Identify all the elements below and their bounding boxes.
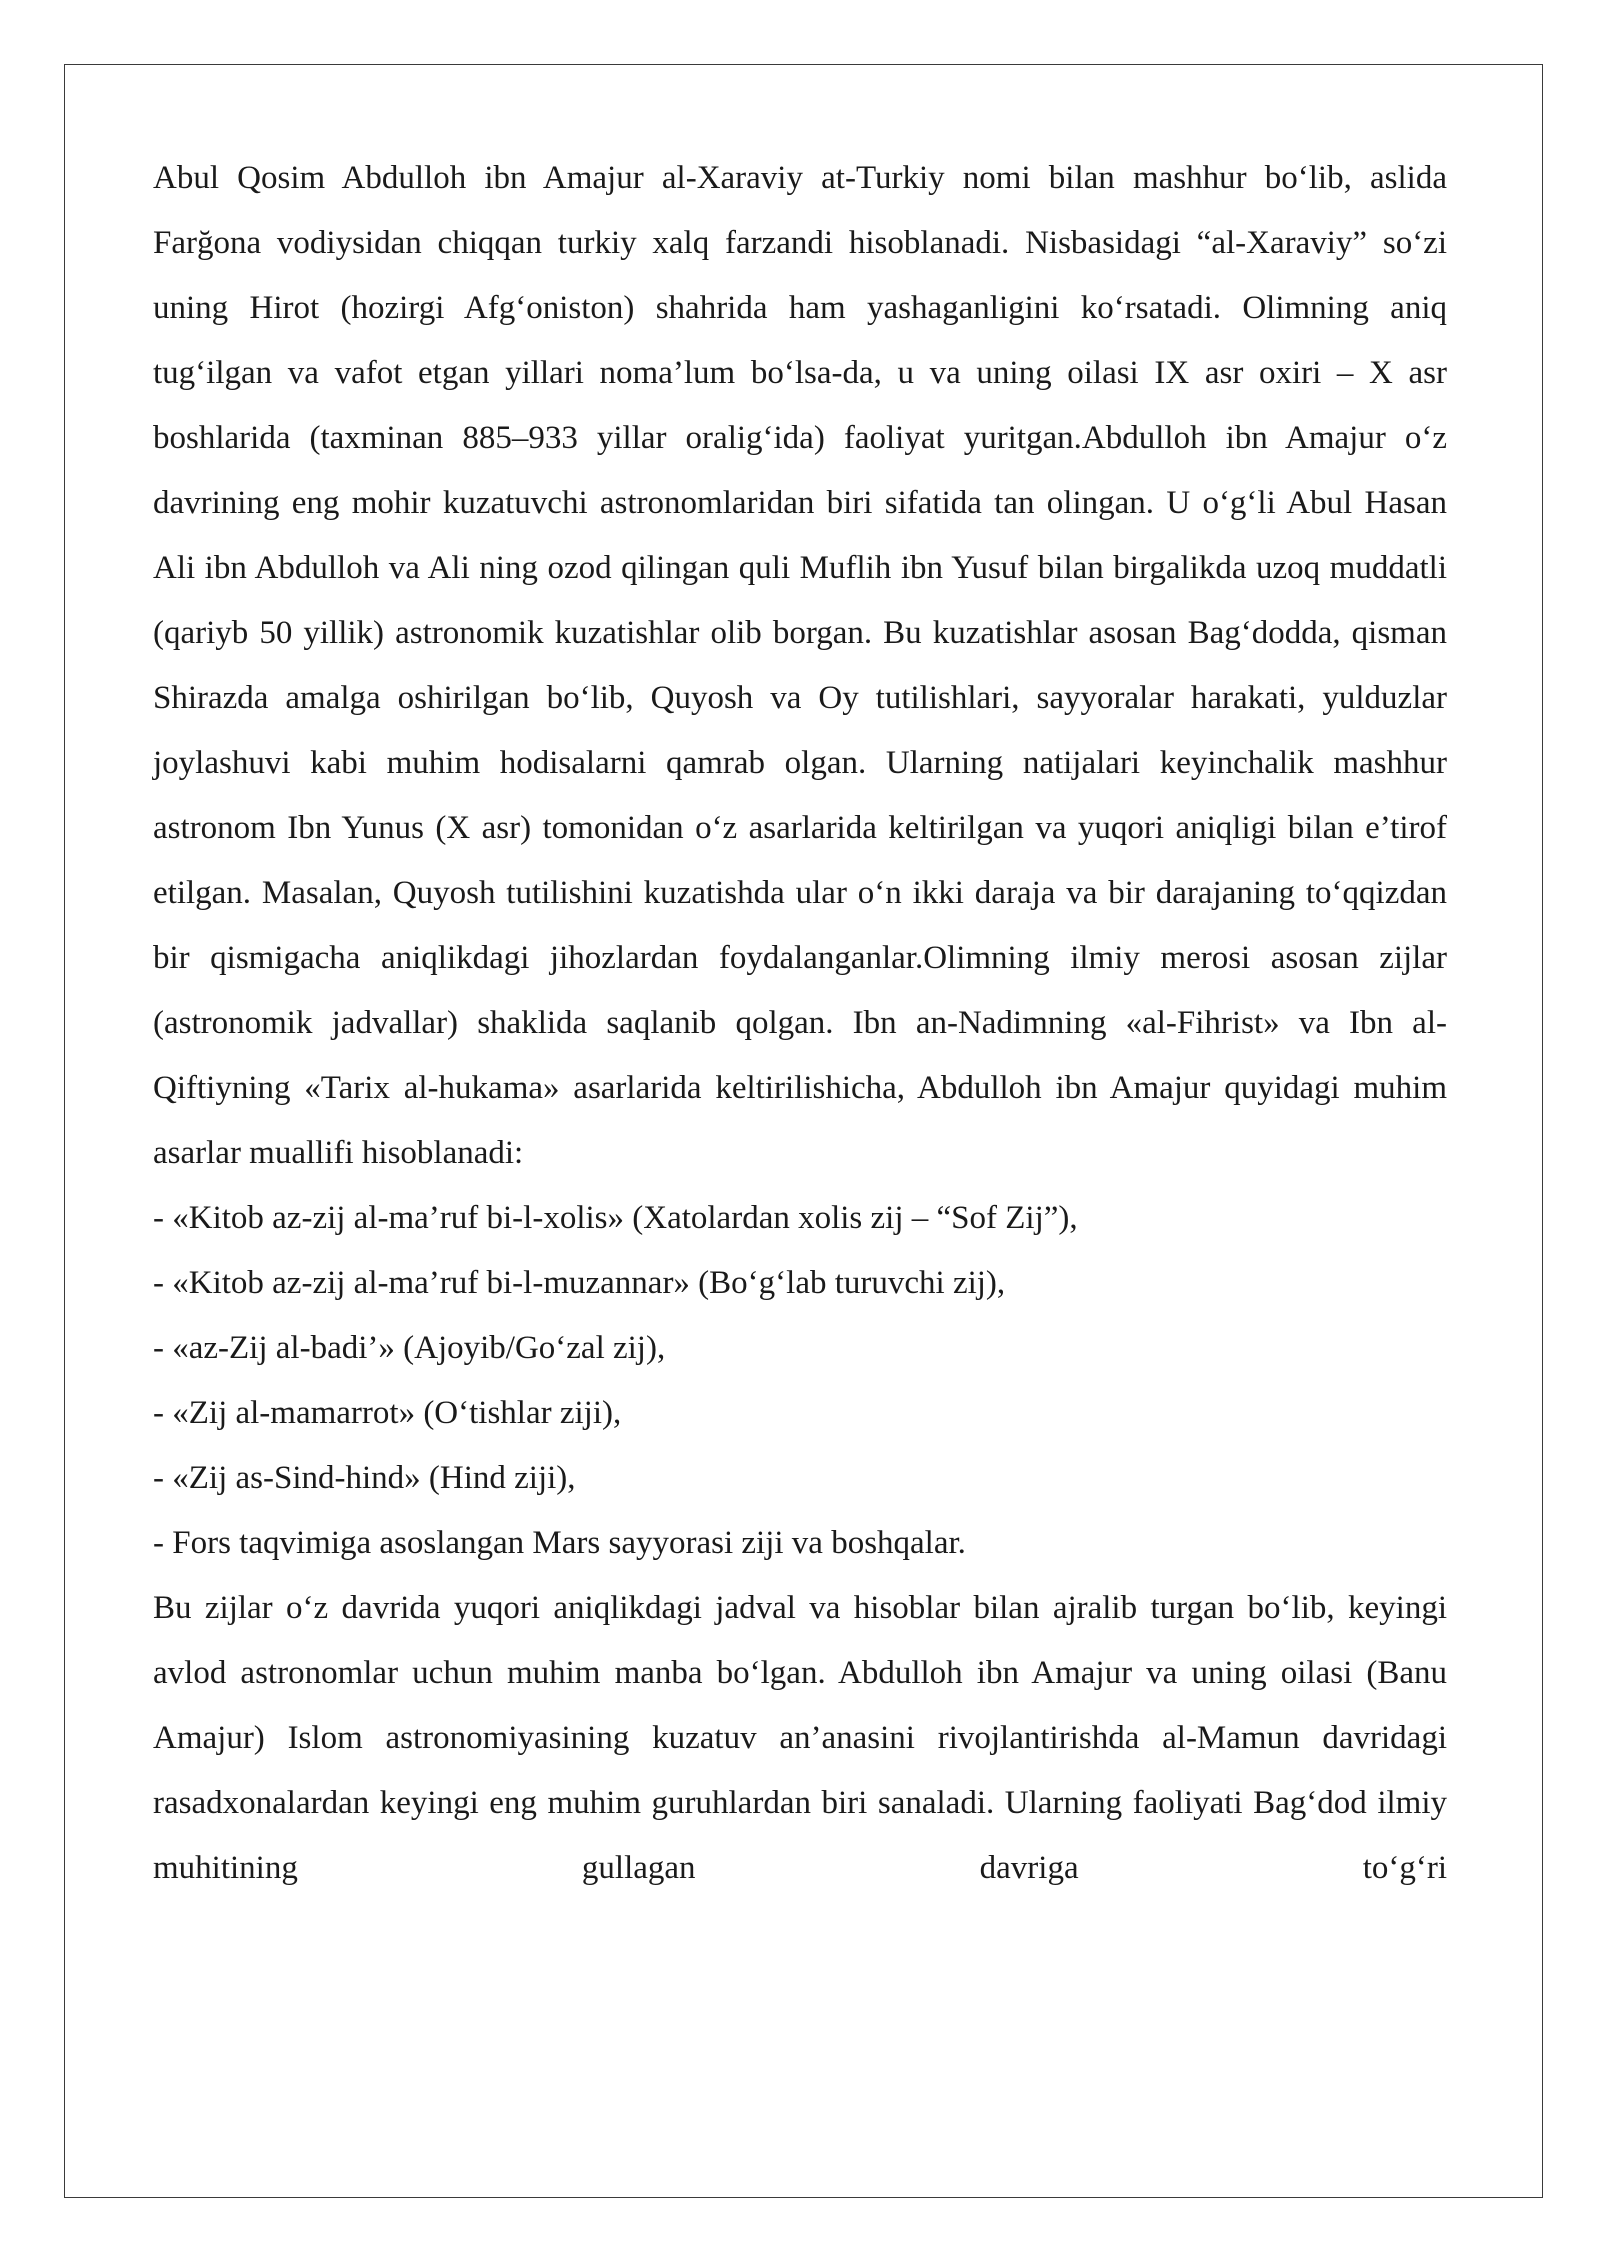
works-list bbox=[153, 1186, 1447, 1576]
paragraph-conclusion: Bu zijlar o‘z davrida yuqori aniqlikdagi jadval va hisoblar bilan ajralib turgan bo‘lib, keyingi avlod astronomlar uchun muhim manba bo‘lgan. Abdulloh ibn Amajur va uning oilasi (Banu Amajur) Islom astronomiyasining kuzatuv an’anasini rivojlantirishda al-Mamun davridagi rasadxonalardan keyingi eng muhim guruhlardan biri sanaladi. Ularning faoliyati Bag‘dod ilmiy muhitining gullagan davriga to‘g‘ri bbox=[153, 1590, 1447, 1886]
list-item: - «Kitob az-zij al-ma’ruf bi-l-muzannar» (Bo‘g‘lab turuvchi zij), bbox=[153, 1265, 1006, 1301]
list-item: - «Kitob az-zij al-ma’ruf bi-l-xolis» (Xatolardan xolis zij – “Sof Zij”), bbox=[153, 1200, 1078, 1236]
list-item: - Fors taqvimiga asoslangan Mars sayyorasi ziji va boshqalar. bbox=[153, 1525, 966, 1561]
paragraph-intro: Abul Qosim Abdulloh ibn Amajur al-Xaraviy at-Turkiy nomi bilan mashhur bo‘lib, aslida Farğona vodiysidan chiqqan turkiy xalq farzandi hisoblanadi. Nisbasidagi “al-Xaraviy” so‘zi uning Hirot (hozirgi Afg‘oniston) shahrida ham yashaganligini ko‘rsatadi. Olimning aniq tug‘ilgan va vafot etgan yillari noma’lum bo‘lsa-da, u va uning oilasi IX asr oxiri – X asr boshlarida (taxminan 885–933 yillar oralig‘ida) faoliyat yuritgan.Abdulloh ibn Amajur o‘z davrining eng mohir kuzatuvchi astronomlaridan biri sifatida tan olingan. U o‘g‘li Abul Hasan Ali ibn Abdulloh va Ali ning ozod qilingan quli Muflih ibn Yusuf bilan birgalikda uzoq muddatli (qariyb 50 yillik) astronomik kuzatishlar olib borgan. Bu kuzatishlar asosan Bag‘dodda, qisman Shirazda amalga oshirilgan bo‘lib, Quyosh va Oy tutilishlari, sayyoralar harakati, yulduzlar joylashuvi kabi muhim hodisalarni qamrab olgan. Ularning natijalari keyinchalik mashhur astronom Ibn Yunus (X asr) tomonidan o‘z asarlarida keltirilgan va yuqori aniqligi bilan e’tirof etilgan. Masalan, Quyosh tutilishini kuzatishda ular o‘n ikki daraja va bir darajaning to‘qqizdan bir qismigacha aniqlikdagi jihozlardan foydalanganlar.Olimning ilmiy merosi asosan zijlar (astronomik jadvallar) shaklida saqlanib qolgan. Ibn an-Nadimning «al-Fihrist» va Ibn al-Qiftiyning «Tarix al-hukama» asarlarida keltirilishicha, Abdulloh ibn Amajur quyidagi muhim asarlar muallifi hisoblanadi: bbox=[153, 160, 1447, 1171]
document-body bbox=[153, 146, 1447, 1901]
list-item: - «az-Zij al-badi’» (Ajoyib/Go‘zal zij), bbox=[153, 1330, 666, 1366]
list-item: - «Zij as-Sind-hind» (Hind ziji), bbox=[153, 1460, 576, 1496]
list-item: - «Zij al-mamarrot» (O‘tishlar ziji), bbox=[153, 1395, 622, 1431]
